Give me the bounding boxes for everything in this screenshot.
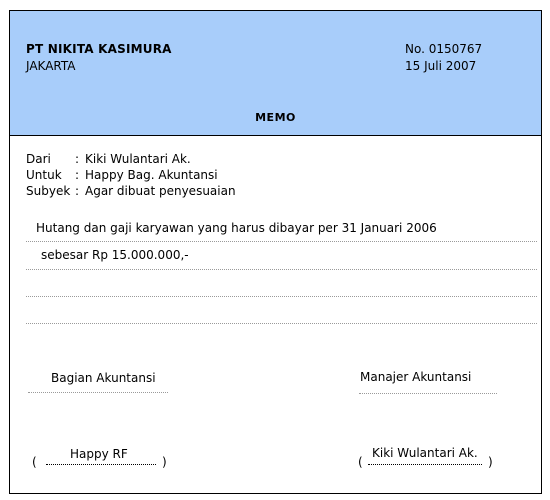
memo-date: 15 Juli 2007 [405,59,477,73]
untuk-colon: : [75,168,80,182]
signature-right-title: Manajer Akuntansi [360,370,472,384]
signature-right-name: Kiki Wulantari Ak. [372,446,478,460]
memo-header [10,11,541,136]
signature-left-name: Happy RF [70,447,128,461]
signature-right-name-rule [368,464,482,465]
memo-body-line-1: Hutang dan gaji karyawan yang harus dibayar per 31 Januari 2006 [36,221,437,235]
untuk-value: Happy Bag. Akuntansi [85,168,218,182]
signature-right-rule [359,393,497,394]
dari-value: Kiki Wulantari Ak. [85,152,191,166]
signature-left-name-rule [46,464,156,465]
dotted-rule-3 [26,296,537,297]
memo-body-line-2: sebesar Rp 15.000.000,- [41,248,189,262]
signature-right-close-paren: ) [488,455,493,469]
untuk-label: Untuk [26,168,62,182]
company-city: JAKARTA [26,59,76,73]
subyek-value: Agar dibuat penyesuaian [85,184,236,198]
dotted-rule-2 [26,269,537,270]
signature-left-open-paren: ( [32,455,37,469]
signature-right-open-paren: ( [358,455,363,469]
signature-left-title: Bagian Akuntansi [51,371,156,385]
subyek-label: Subyek [26,184,71,198]
signature-left-close-paren: ) [162,455,167,469]
memo-number: No. 0150767 [405,42,483,56]
memo-title: MEMO [255,111,296,124]
subyek-colon: : [75,184,80,198]
signature-left-rule [28,392,168,393]
memo-document [9,10,542,494]
dotted-rule-1 [26,241,537,242]
dari-label: Dari [26,152,51,166]
dotted-rule-4 [26,323,537,324]
company-name: PT NIKITA KASIMURA [26,42,172,56]
dari-colon: : [75,152,80,166]
